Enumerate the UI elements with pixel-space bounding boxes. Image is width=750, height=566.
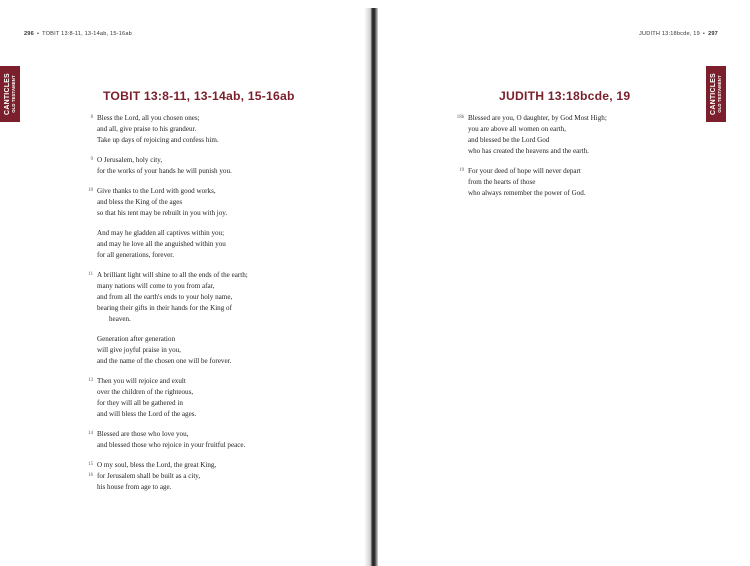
right-tab-label: CANTICLES <box>709 73 717 115</box>
right-section-tab <box>706 66 726 122</box>
stanza <box>456 113 698 157</box>
left-running-head-title: TOBIT 13:8-11, 13-14ab, 15-16ab <box>42 31 132 37</box>
left-running-head <box>24 31 132 37</box>
verse-line: you are above all women on earth, <box>468 125 566 133</box>
verse-line: and will bless the Lord of the ages. <box>97 410 197 418</box>
verse-line: Give thanks to the Lord with good works, <box>97 187 216 195</box>
verse-line: O my soul, bless the Lord, the great King, <box>97 461 217 469</box>
left-tab-label: CANTICLES <box>3 73 11 115</box>
right-canticle-heading: JUDITH 13:18bcde, 19 <box>499 89 631 103</box>
verse-line: his house from age to age. <box>97 483 172 491</box>
verse-number: 19 <box>459 168 464 173</box>
left-page-number: 296 <box>24 31 34 37</box>
verse-number: 14 <box>88 431 93 436</box>
stanza <box>90 155 327 177</box>
stanza <box>88 460 327 493</box>
verse-line: Blessed are you, O daughter, by God Most High; <box>468 114 607 122</box>
verse-line: and all, give praise to his grandeur. <box>97 125 197 133</box>
left-page <box>0 0 372 566</box>
left-verse-block <box>88 113 327 502</box>
verse-line: who has created the heavens and the earth. <box>468 147 589 155</box>
verse-line: Generation after generation <box>97 335 175 343</box>
verse-line: bearing their gifts in their hands for the King of <box>97 304 232 312</box>
verse-number: 8 <box>90 115 93 120</box>
verse-number: 13 <box>88 378 93 383</box>
right-page <box>378 0 750 566</box>
stanza <box>88 186 327 219</box>
right-verse-block <box>456 113 698 208</box>
right-running-head-title: JUDITH 13:18bcde, 19 <box>638 31 700 37</box>
right-running-head-separator: • <box>702 31 706 37</box>
verse-line: from the hearts of those <box>468 178 536 186</box>
verse-line: will give joyful praise in you, <box>97 346 181 354</box>
verse-line: Blessed are those who love you, <box>97 430 189 438</box>
verse-line: for they will all be gathered in <box>97 399 183 407</box>
verse-line: for the works of your hands he will punish you. <box>97 167 232 175</box>
verse-line: Take up days of rejoicing and confess him. <box>97 136 219 144</box>
stanza <box>459 166 698 199</box>
verse-line: over the children of the righteous, <box>97 388 194 396</box>
verse-line: many nations will come to you from afar, <box>97 282 215 290</box>
right-running-head <box>639 31 718 37</box>
stanza <box>88 429 327 451</box>
left-canticle-heading: TOBIT 13:8-11, 13-14ab, 15-16ab <box>103 89 295 103</box>
stanza <box>88 376 327 420</box>
verse-line: and from all the earth's ends to your holy name, <box>97 293 233 301</box>
verse-line: and blessed those who rejoice in your fruitful peace. <box>97 441 246 449</box>
verse-line: and may he love all the anguished within you <box>97 240 226 248</box>
book-gutter <box>364 8 378 566</box>
verse-number: 16 <box>88 473 93 478</box>
stanza <box>90 113 327 146</box>
stanza <box>97 228 327 261</box>
verse-line: Then you will rejoice and exult <box>97 377 186 385</box>
verse-line: and the name of the chosen one will be forever. <box>97 357 232 365</box>
stanza <box>97 334 327 367</box>
verse-number: 18b <box>456 115 464 120</box>
verse-line: Bless the Lord, all you chosen ones; <box>97 114 200 122</box>
verse-line: heaven. <box>109 315 131 323</box>
right-tab-sublabel: OLD TESTAMENT <box>716 75 722 113</box>
verse-number: 9 <box>90 157 93 162</box>
stanza <box>88 270 327 325</box>
left-running-head-separator: • <box>36 31 40 37</box>
verse-line: and blessed be the Lord God <box>468 136 550 144</box>
left-section-tab <box>0 66 20 122</box>
verse-number: 10 <box>88 188 93 193</box>
verse-line: A brilliant light will shine to all the ends of the earth; <box>97 271 248 279</box>
verse-line: and bless the King of the ages <box>97 198 183 206</box>
verse-line: who always remember the power of God. <box>468 189 586 197</box>
verse-line: for Jerusalem shall be built as a city, <box>97 472 201 480</box>
verse-line: For your deed of hope will never depart <box>468 167 581 175</box>
left-tab-sublabel: OLD TESTAMENT <box>10 75 16 113</box>
right-page-number: 297 <box>708 31 718 37</box>
verse-number: 11 <box>88 272 93 277</box>
verse-number: 15 <box>88 462 93 467</box>
verse-line: And may he gladden all captives within you; <box>97 229 225 237</box>
verse-line: O Jerusalem, holy city, <box>97 156 163 164</box>
verse-line: so that his tent may be rebuilt in you with joy. <box>97 209 228 217</box>
verse-line: for all generations, forever. <box>97 251 175 259</box>
